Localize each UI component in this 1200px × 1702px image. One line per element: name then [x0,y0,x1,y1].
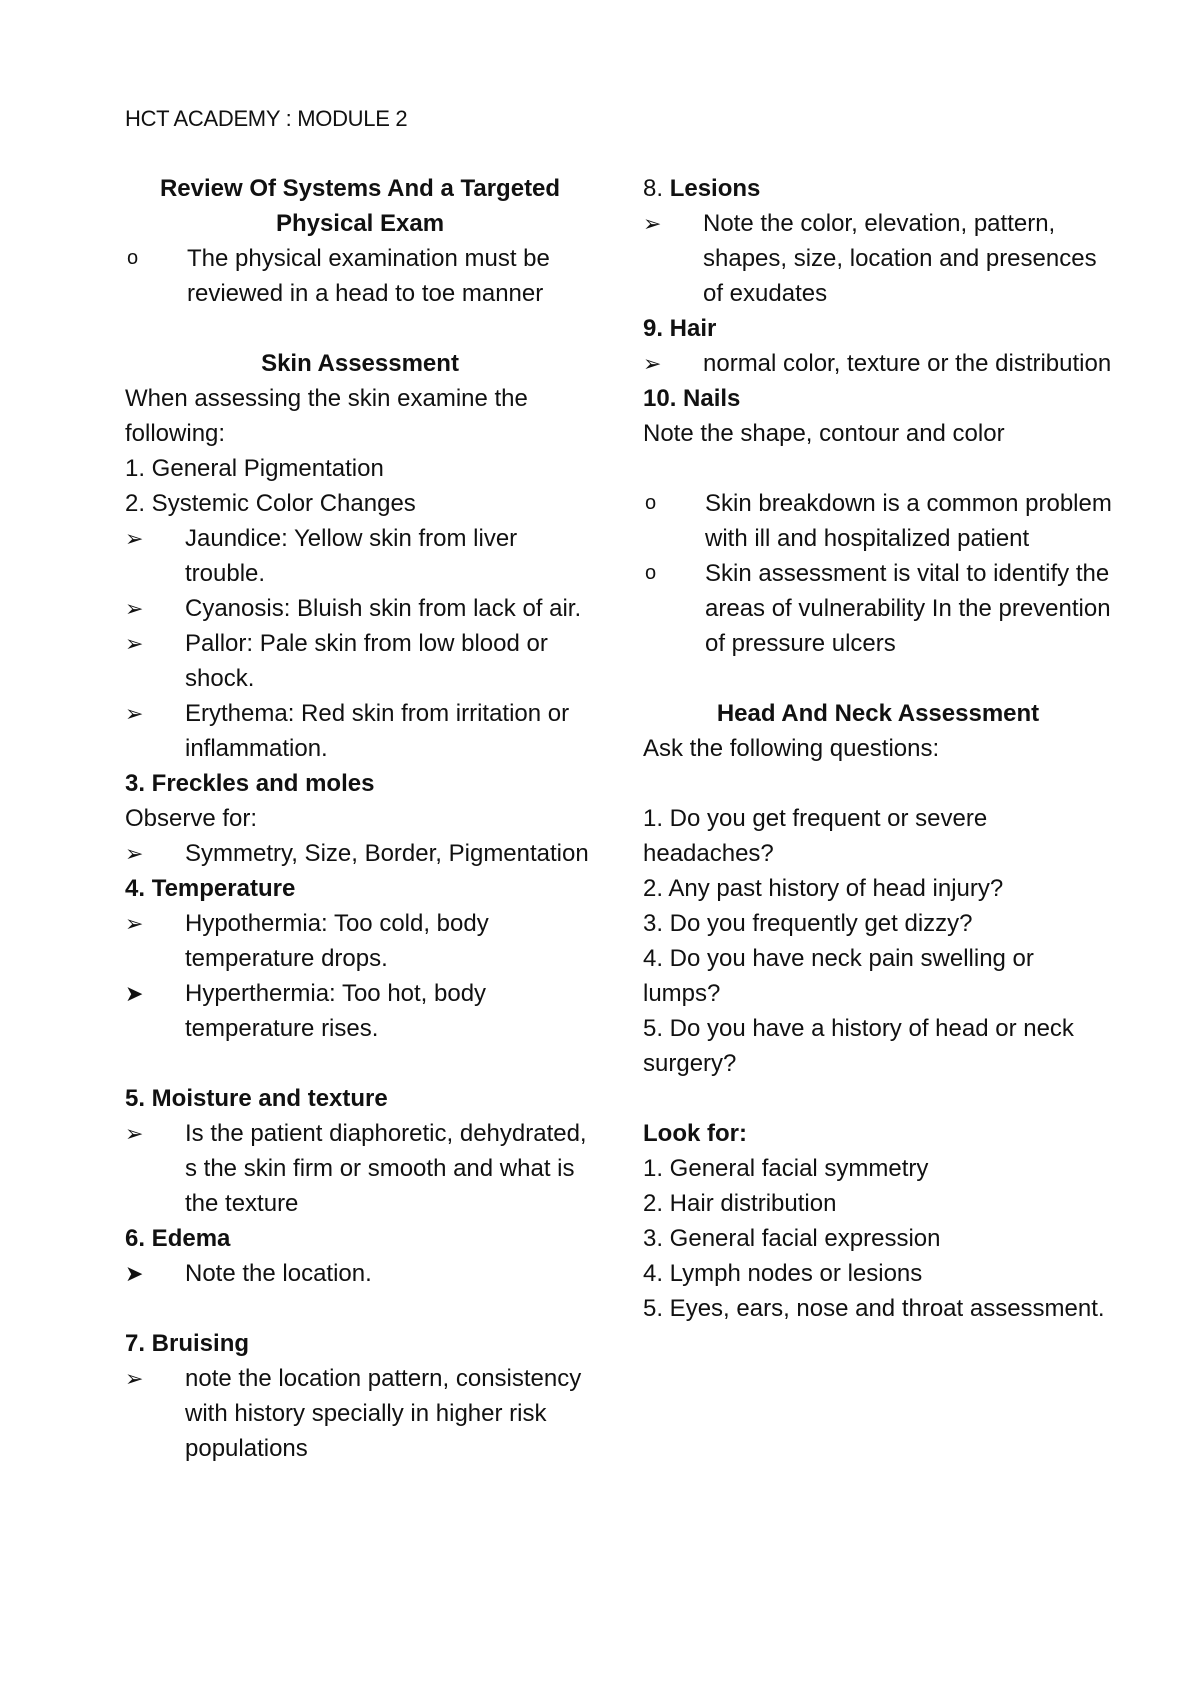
arrow-bullet-icon: ➢ [125,596,144,621]
look-for-heading: Look for: [643,1120,747,1147]
left-column [125,171,595,1466]
intro-bullet-text: The physical examination must be reviewed in a head to toe manner [187,245,550,307]
list-item [643,346,1113,381]
item-freckles-moles: 3. Freckles and moles [125,770,375,797]
question-item: 1. Do you get frequent or severe headaches? [643,805,988,867]
look-for-item: 1. General facial symmetry [643,1155,929,1182]
look-for-item: 2. Hair distribution [643,1190,837,1217]
head-neck-heading: Head And Neck Assessment [716,700,1040,727]
item-lesions [643,171,1113,206]
jaundice-text: Jaundice: Yellow skin from liver trouble. [185,525,518,587]
list-item [125,1116,595,1221]
skin-assessment-note: Skin assessment is vital to identify the areas of vulnerability In the prevention of pressure ulcers [705,560,1111,657]
item-systemic-color-changes: 2. Systemic Color Changes [125,490,416,517]
moisture-text: Is the patient diaphoretic, dehydrated, s the skin firm or smooth and what is the texture [185,1120,587,1217]
list-item [125,976,595,1046]
document-title-line-2: Physical Exam [275,210,445,237]
arrow-bullet-icon: ➢ [125,526,144,551]
circle-bullet-icon: o [127,247,139,269]
nails-text: Note the shape, contour and color [643,420,1005,447]
list-item [125,521,595,591]
hair-text: normal color, texture or the distribution [703,350,1112,377]
question-item: 2. Any past history of head injury? [643,875,1004,902]
list-item [125,696,595,766]
look-for-item: 5. Eyes, ears, nose and throat assessment. [643,1295,1105,1322]
list-item [125,1256,595,1291]
arrow-bold-bullet-icon: ➤ [125,1261,144,1286]
arrow-bold-bullet-icon: ➤ [125,981,144,1006]
skin-intro: When assessing the skin examine the following: [125,385,528,447]
list-item [643,556,1113,661]
arrow-bullet-icon: ➢ [125,701,144,726]
look-for-item: 4. Lymph nodes or lesions [643,1260,923,1287]
item-temperature-label: Temperature [151,875,296,902]
page-header: HCT ACADEMY : MODULE 2 [125,106,408,131]
item-nails: 10. Nails [643,385,741,412]
arrow-bullet-icon: ➢ [125,911,144,936]
edema-text: Note the location. [185,1260,372,1287]
list-item [125,836,595,871]
cyanosis-text: Cyanosis: Bluish skin from lack of air. [185,595,582,622]
item-edema: 6. Edema [125,1225,231,1252]
arrow-bullet-icon: ➢ [643,351,662,376]
item-temperature [125,871,595,906]
list-item [125,1361,595,1466]
observe-for-label: Observe for: [125,805,258,832]
question-item: 4. Do you have neck pain swelling or lumps? [643,945,1034,1007]
lesions-text: Note the color, elevation, pattern, shapes, size, location and presences of exudates [703,210,1097,307]
erythema-text: Erythema: Red skin from irritation or inflammation. [185,700,570,762]
hyperthermia-text: Hyperthermia: Too hot, body temperature rises. [185,980,487,1042]
item-hair: 9. Hair [643,315,717,342]
list-item [125,591,595,626]
hypothermia-text: Hypothermia: Too cold, body temperature drops. [185,910,489,972]
item-general-pigmentation: 1. General Pigmentation [125,455,384,482]
arrow-bullet-icon: ➢ [125,841,144,866]
item-lesions-number: 8. [643,175,664,202]
skin-assessment-heading: Skin Assessment [261,350,459,377]
look-for-item: 3. General facial expression [643,1225,941,1252]
circle-bullet-icon: o [645,562,657,584]
item-temperature-number: 4. [125,875,146,902]
arrow-bullet-icon: ➢ [125,1121,144,1146]
right-column [643,171,1113,1326]
list-item [125,626,595,696]
arrow-bullet-icon: ➢ [125,1366,144,1391]
bruising-text: note the location pattern, consistency with history specially in higher risk populations [185,1365,582,1462]
item-bruising: 7. Bruising [125,1330,250,1357]
freckles-criteria-text: Symmetry, Size, Border, Pigmentation [185,840,589,867]
skin-breakdown-note: Skin breakdown is a common problem with ill and hospitalized patient [705,490,1112,552]
list-item [125,906,595,976]
question-item: 3. Do you frequently get dizzy? [643,910,973,937]
question-item: 5. Do you have a history of head or neck surgery? [643,1015,1074,1077]
intro-bullet [125,241,595,311]
circle-bullet-icon: o [645,492,657,514]
document-title-line-1: Review Of Systems And a Targeted [159,175,561,202]
item-moisture-texture: 5. Moisture and texture [125,1085,388,1112]
item-lesions-label: Lesions [669,175,761,202]
pallor-text: Pallor: Pale skin from low blood or shock. [185,630,548,692]
list-item [643,206,1113,311]
arrow-bullet-icon: ➢ [125,631,144,656]
head-neck-intro: Ask the following questions: [643,735,940,762]
arrow-bullet-icon: ➢ [643,211,662,236]
list-item [643,486,1113,556]
